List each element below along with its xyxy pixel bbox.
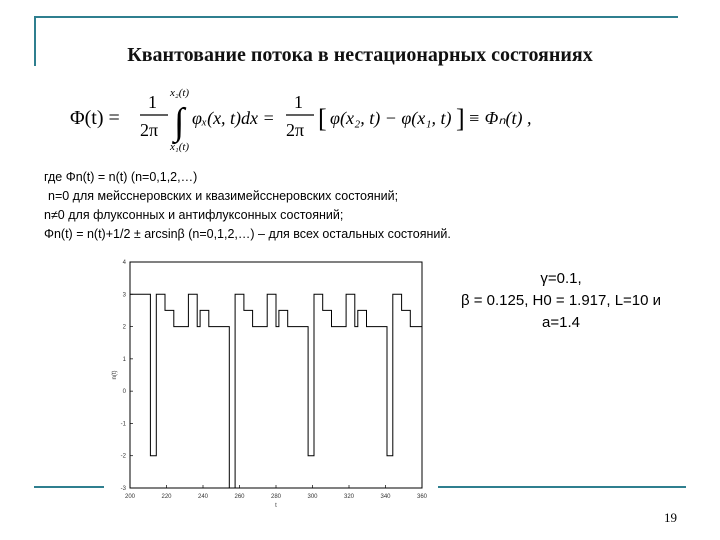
- formula-frac2-den: 2π: [286, 120, 305, 140]
- formula-rhs: ≡ Φₙ(t) ,: [468, 108, 532, 128]
- parameters-line-1: γ=0.1,: [540, 270, 582, 287]
- parameters-line-3: a=1.4: [542, 314, 580, 331]
- y-tick-label: 1: [122, 356, 126, 363]
- x-tick-label: 300: [307, 494, 318, 500]
- footer-rule-right: [438, 486, 686, 488]
- formula-lower-limit: x₁(t): [170, 141, 190, 153]
- y-axis-label: n(t): [112, 370, 118, 380]
- description-line-1: где Φn(t) = n(t) (n=0,1,2,…): [44, 170, 198, 184]
- x-tick-label: 240: [197, 494, 209, 500]
- formula-bracket-content: φ(x₂, t) − φ(x₁, t): [330, 108, 452, 128]
- y-tick-label: 3: [122, 292, 126, 299]
- parameters-block: [436, 268, 686, 334]
- x-tick-label: 200: [124, 494, 136, 500]
- x-axis-label: t: [275, 503, 277, 508]
- formula-lhs: Φ(t) =: [70, 107, 120, 129]
- footer-rule-left: [34, 486, 104, 488]
- x-tick-label: 360: [416, 494, 428, 500]
- formula-upper-limit: x₂(t): [170, 87, 190, 99]
- series-line: [130, 294, 422, 488]
- formula-frac1-num: 1: [148, 92, 157, 112]
- formula: [70, 84, 590, 154]
- x-tick-label: 220: [161, 494, 172, 500]
- page-number: 19: [664, 510, 677, 525]
- y-tick-label: -3: [120, 486, 126, 492]
- y-tick-label: -2: [120, 453, 126, 460]
- x-tick-label: 340: [380, 494, 391, 500]
- formula-frac1-den: 2π: [140, 120, 159, 140]
- y-tick-label: 0: [122, 389, 126, 396]
- flux-chart: [110, 256, 440, 508]
- y-tick-label: -1: [120, 421, 126, 428]
- formula-frac2-num: 1: [294, 92, 303, 112]
- parameters-line-2: β = 0.125, H0 = 1.917, L=10 и: [460, 292, 662, 309]
- frame-top-rule: [34, 16, 678, 18]
- x-tick-label: 260: [234, 494, 245, 500]
- description-line-3: n≠0 для флуксонных и антифлуксонных состояний;: [44, 208, 344, 222]
- formula-integrand: φₓ(x, t)dx =: [192, 108, 275, 128]
- y-tick-label: 4: [122, 260, 126, 266]
- y-tick-label: 2: [122, 324, 126, 331]
- formula-bracket-open: [: [318, 104, 327, 133]
- formula-integral: ∫: [174, 101, 185, 143]
- slide-title: Квантование потока в нестационарных состояниях: [127, 44, 593, 66]
- description-line-2: n=0 для мейсснеровских и квазимейсснеровских состояний;: [48, 189, 399, 203]
- x-tick-label: 320: [343, 494, 355, 500]
- description-text: [44, 168, 451, 244]
- description-line-4: Φn(t) = n(t)+1/2 ± arcsinβ (n=0,1,2,…) – для всех остальных состояний.: [44, 227, 451, 241]
- x-tick-label: 280: [270, 494, 282, 500]
- formula-bracket-close: ]: [456, 104, 465, 133]
